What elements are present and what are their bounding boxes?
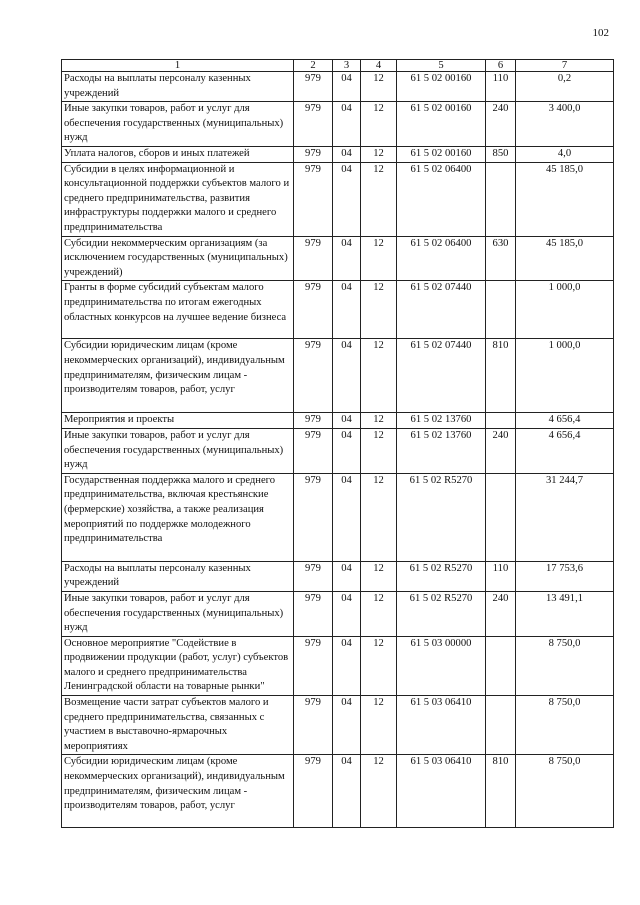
row-target-code-cell: 61 5 03 06410 (397, 696, 486, 755)
row-subsection-cell: 12 (361, 428, 397, 473)
row-target-code-cell: 61 5 02 R5270 (397, 561, 486, 591)
row-admin-code-cell: 979 (294, 473, 333, 561)
row-section-cell: 04 (333, 339, 361, 413)
row-name-cell: Гранты в форме субсидий субъектам малого предпринимательства по итогам ежегодных областных конкурсов на лучшее ведение бизнеса (62, 281, 294, 339)
row-target-code-cell: 61 5 02 00160 (397, 146, 486, 162)
row-admin-code-cell: 979 (294, 339, 333, 413)
row-section-cell: 04 (333, 102, 361, 147)
table-row (62, 696, 614, 755)
table-row (62, 162, 614, 236)
row-expense-type-cell: 850 (486, 146, 516, 162)
row-subsection-cell: 12 (361, 561, 397, 591)
column-header: 5 (397, 60, 486, 72)
row-subsection-cell: 12 (361, 281, 397, 339)
row-section-cell: 04 (333, 146, 361, 162)
row-section-cell: 04 (333, 236, 361, 281)
table-row (62, 428, 614, 473)
row-admin-code-cell: 979 (294, 428, 333, 473)
row-section-cell: 04 (333, 755, 361, 828)
row-admin-code-cell: 979 (294, 236, 333, 281)
row-expense-type-cell (486, 636, 516, 695)
row-name-cell: Уплата налогов, сборов и иных платежей (62, 146, 294, 162)
row-admin-code-cell: 979 (294, 755, 333, 828)
row-section-cell: 04 (333, 591, 361, 636)
row-name-cell: Расходы на выплаты персоналу казенных учреждений (62, 561, 294, 591)
row-expense-type-cell (486, 473, 516, 561)
table-row (62, 102, 614, 147)
row-section-cell: 04 (333, 473, 361, 561)
row-admin-code-cell: 979 (294, 696, 333, 755)
row-section-cell: 04 (333, 72, 361, 102)
table-row (62, 413, 614, 429)
row-name-cell: Субсидии юридическим лицам (кроме некоммерческих организаций), индивидуальным предпринимателям, физическим лицам - производителям товаров, работ, услуг (62, 339, 294, 413)
row-subsection-cell: 12 (361, 413, 397, 429)
row-subsection-cell: 12 (361, 339, 397, 413)
table-row (62, 591, 614, 636)
row-name-cell: Иные закупки товаров, работ и услуг для обеспечения государственных (муниципальных) нужд (62, 102, 294, 147)
row-amount-cell: 8 750,0 (516, 755, 614, 828)
row-target-code-cell: 61 5 02 00160 (397, 72, 486, 102)
row-section-cell: 04 (333, 413, 361, 429)
row-expense-type-cell: 240 (486, 428, 516, 473)
row-section-cell: 04 (333, 636, 361, 695)
row-expense-type-cell: 630 (486, 236, 516, 281)
row-subsection-cell: 12 (361, 72, 397, 102)
row-target-code-cell: 61 5 03 00000 (397, 636, 486, 695)
row-name-cell: Субсидии в целях информационной и консультационной поддержки субъектов малого и среднего предпринимательства, развития инфраструктуры поддержки малого и среднего предпринимательства (62, 162, 294, 236)
row-expense-type-cell: 240 (486, 102, 516, 147)
column-header: 1 (62, 60, 294, 72)
row-target-code-cell: 61 5 02 00160 (397, 102, 486, 147)
row-amount-cell: 4 656,4 (516, 413, 614, 429)
row-amount-cell: 13 491,1 (516, 591, 614, 636)
budget-table (61, 59, 614, 828)
row-name-cell: Возмещение части затрат субъектов малого и среднего предпринимательства, связанных с участием в выставочно-ярмарочных мероприятиях (62, 696, 294, 755)
table-header-row (62, 60, 614, 72)
row-subsection-cell: 12 (361, 473, 397, 561)
row-section-cell: 04 (333, 561, 361, 591)
row-name-cell: Иные закупки товаров, работ и услуг для обеспечения государственных (муниципальных) нужд (62, 591, 294, 636)
row-amount-cell: 8 750,0 (516, 636, 614, 695)
row-target-code-cell: 61 5 02 06400 (397, 236, 486, 281)
row-amount-cell: 0,2 (516, 72, 614, 102)
table-row (62, 636, 614, 695)
row-admin-code-cell: 979 (294, 162, 333, 236)
column-header: 3 (333, 60, 361, 72)
row-target-code-cell: 61 5 02 R5270 (397, 473, 486, 561)
row-target-code-cell: 61 5 02 13760 (397, 428, 486, 473)
row-name-cell: Субсидии некоммерческим организациям (за исключением государственных (муниципальных) учреждений) (62, 236, 294, 281)
table-row (62, 146, 614, 162)
table-row (62, 473, 614, 561)
row-name-cell: Мероприятия и проекты (62, 413, 294, 429)
table-row (62, 236, 614, 281)
row-admin-code-cell: 979 (294, 146, 333, 162)
row-admin-code-cell: 979 (294, 636, 333, 695)
row-expense-type-cell: 810 (486, 339, 516, 413)
table-row (62, 72, 614, 102)
row-name-cell: Основное мероприятие "Содействие в продвижении продукции (работ, услуг) субъектов малого и среднего предпринимательства Ленинградской области на товарные рынки" (62, 636, 294, 695)
row-expense-type-cell: 110 (486, 72, 516, 102)
row-amount-cell: 1 000,0 (516, 339, 614, 413)
row-amount-cell: 45 185,0 (516, 236, 614, 281)
row-target-code-cell: 61 5 02 13760 (397, 413, 486, 429)
column-header: 6 (486, 60, 516, 72)
table-row (62, 561, 614, 591)
row-admin-code-cell: 979 (294, 72, 333, 102)
row-amount-cell: 3 400,0 (516, 102, 614, 147)
row-amount-cell: 31 244,7 (516, 473, 614, 561)
row-expense-type-cell: 810 (486, 755, 516, 828)
row-subsection-cell: 12 (361, 755, 397, 828)
row-amount-cell: 4,0 (516, 146, 614, 162)
row-subsection-cell: 12 (361, 162, 397, 236)
row-subsection-cell: 12 (361, 102, 397, 147)
row-amount-cell: 8 750,0 (516, 696, 614, 755)
row-section-cell: 04 (333, 162, 361, 236)
row-target-code-cell: 61 5 03 06410 (397, 755, 486, 828)
row-amount-cell: 4 656,4 (516, 428, 614, 473)
row-admin-code-cell: 979 (294, 413, 333, 429)
row-name-cell: Иные закупки товаров, работ и услуг для обеспечения государственных (муниципальных) нужд (62, 428, 294, 473)
row-subsection-cell: 12 (361, 591, 397, 636)
row-target-code-cell: 61 5 02 07440 (397, 339, 486, 413)
row-expense-type-cell (486, 281, 516, 339)
table-row (62, 755, 614, 828)
table-row (62, 339, 614, 413)
column-header: 4 (361, 60, 397, 72)
row-name-cell: Расходы на выплаты персоналу казенных учреждений (62, 72, 294, 102)
row-section-cell: 04 (333, 428, 361, 473)
row-expense-type-cell: 240 (486, 591, 516, 636)
column-header: 7 (516, 60, 614, 72)
row-expense-type-cell (486, 413, 516, 429)
row-admin-code-cell: 979 (294, 561, 333, 591)
row-name-cell: Субсидии юридическим лицам (кроме некоммерческих организаций), индивидуальным предпринимателям, физическим лицам - производителям товаров, работ, услуг (62, 755, 294, 828)
row-subsection-cell: 12 (361, 696, 397, 755)
row-amount-cell: 45 185,0 (516, 162, 614, 236)
row-section-cell: 04 (333, 696, 361, 755)
row-subsection-cell: 12 (361, 236, 397, 281)
row-name-cell: Государственная поддержка малого и среднего предпринимательства, включая крестьянские (фермерские) хозяйства, а также реализация мероприятий по поддержке молодежного предпринимательства (62, 473, 294, 561)
row-subsection-cell: 12 (361, 146, 397, 162)
row-expense-type-cell: 110 (486, 561, 516, 591)
row-target-code-cell: 61 5 02 06400 (397, 162, 486, 236)
row-expense-type-cell (486, 162, 516, 236)
row-section-cell: 04 (333, 281, 361, 339)
row-admin-code-cell: 979 (294, 591, 333, 636)
row-target-code-cell: 61 5 02 R5270 (397, 591, 486, 636)
row-subsection-cell: 12 (361, 636, 397, 695)
row-target-code-cell: 61 5 02 07440 (397, 281, 486, 339)
table-row (62, 281, 614, 339)
column-header: 2 (294, 60, 333, 72)
row-admin-code-cell: 979 (294, 102, 333, 147)
row-admin-code-cell: 979 (294, 281, 333, 339)
row-amount-cell: 17 753,6 (516, 561, 614, 591)
row-amount-cell: 1 000,0 (516, 281, 614, 339)
page-number: 102 (592, 27, 609, 39)
row-expense-type-cell (486, 696, 516, 755)
